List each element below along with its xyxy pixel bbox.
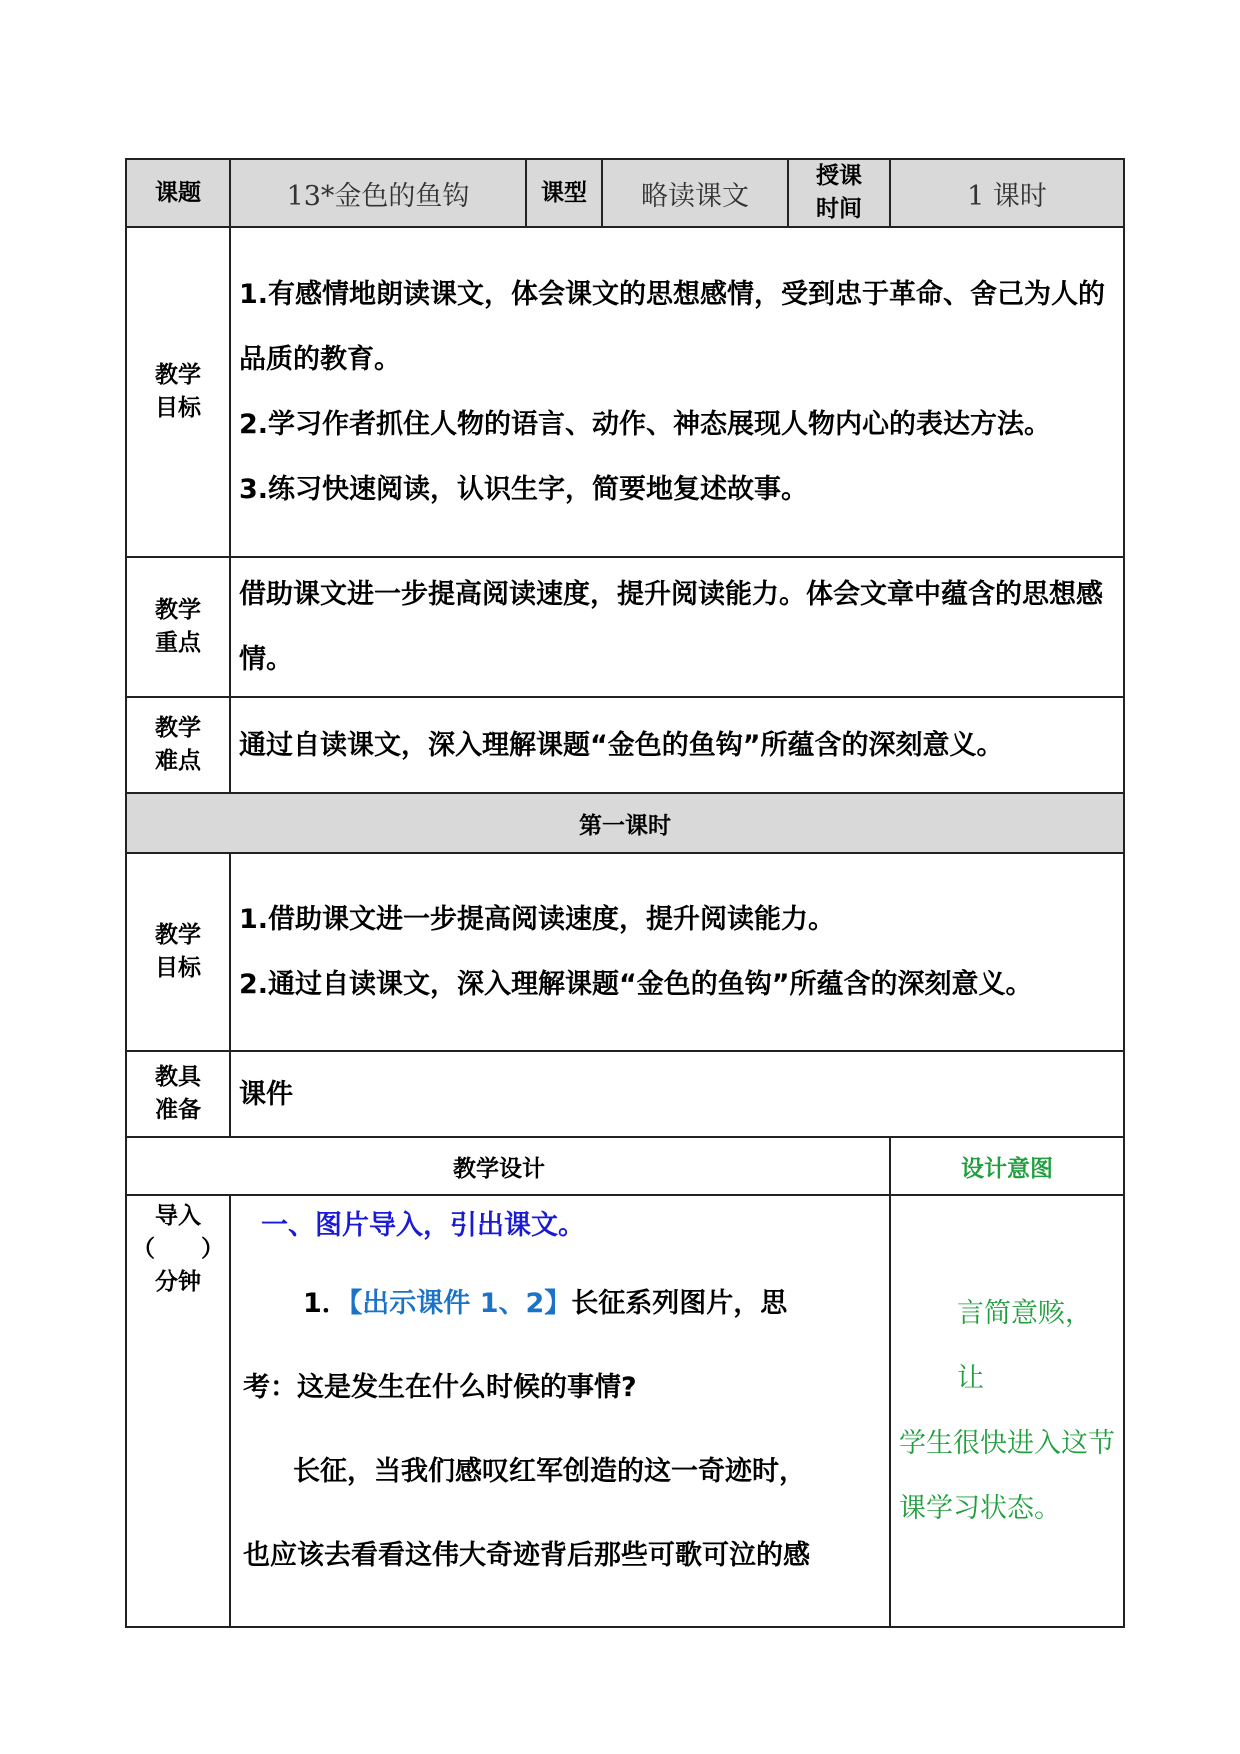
lesson-plan-table (125, 158, 1125, 1628)
header-row (126, 159, 1124, 227)
goal-item: 2.学习作者抓住人物的语言、动作、神态展现人物内心的表达方法。 (239, 409, 1052, 440)
difficulties-label: 教学难点 (126, 697, 230, 793)
difficulties-content: 通过自读课文，深入理解课题“金色的鱼钩”所蕴含的深刻意义。 (230, 697, 1124, 793)
type-label: 课型 (526, 159, 602, 227)
time-label: 授课时间 (788, 159, 890, 227)
design-header-row (126, 1137, 1124, 1195)
session-goal-item: 1.借助课文进一步提高阅读速度，提升阅读能力。 (239, 904, 836, 935)
key-points-content: 借助课文进一步提高阅读速度，提升阅读能力。体会文章中蕴含的思想感情。 (230, 557, 1124, 697)
difficulties-row (126, 697, 1124, 793)
topic-label: 课题 (126, 159, 230, 227)
tools-content: 课件 (230, 1051, 1124, 1137)
intro-intent: 言简意赅，让 学生很快进入这节 课学习状态。 (890, 1195, 1124, 1627)
session-goals-label: 教学目标 (126, 853, 230, 1051)
intro-design: 一、图片导入，引出课文。 1．【出示课件 1、2】长征系列图片，思 考：这是发生在什么时候的事情? 长征，当我们感叹红军创造的这一奇迹时， 也应该去看看这伟大奇迹背后那些可歌可泣的感 (230, 1195, 890, 1627)
intro-time-label: 导入 （ ） 分钟 (126, 1195, 230, 1627)
topic-value: 13*金色的鱼钩 (230, 159, 526, 227)
goals-content (230, 227, 1124, 557)
courseware-tag: 【出示课件 1、2】 (348, 1288, 572, 1319)
session-goals-row (126, 853, 1124, 1051)
intro-row (126, 1195, 1124, 1627)
intro-step: 1．【出示课件 1、2】长征系列图片，思 (303, 1288, 788, 1319)
tools-row (126, 1051, 1124, 1137)
key-points-label: 教学重点 (126, 557, 230, 697)
tools-label: 教具准备 (126, 1051, 230, 1137)
intro-heading: 一、图片导入，引出课文。 (261, 1210, 585, 1241)
key-points-row (126, 557, 1124, 697)
intent-header: 设计意图 (890, 1137, 1124, 1195)
hours-value: 1 课时 (890, 159, 1124, 227)
goal-item: 3.练习快速阅读，认识生字，简要地复述故事。 (239, 474, 809, 505)
session-goal-item: 2.通过自读课文，深入理解课题“金色的鱼钩”所蕴含的深刻意义。 (239, 969, 1033, 1000)
goal-item: 1.有感情地朗读课文，体会课文的思想感情，受到忠于革命、舍己为人的品质的教育。 (239, 279, 1106, 375)
goals-row (126, 227, 1124, 557)
minutes-blank: （ ） (132, 1236, 224, 1262)
session-goals-content (230, 853, 1124, 1051)
session-title: 第一课时 (126, 793, 1124, 853)
session-title-row (126, 793, 1124, 853)
type-value: 略读课文 (602, 159, 788, 227)
design-header: 教学设计 (126, 1137, 890, 1195)
goals-label: 教学目标 (126, 227, 230, 557)
lesson-plan (125, 158, 1123, 1628)
